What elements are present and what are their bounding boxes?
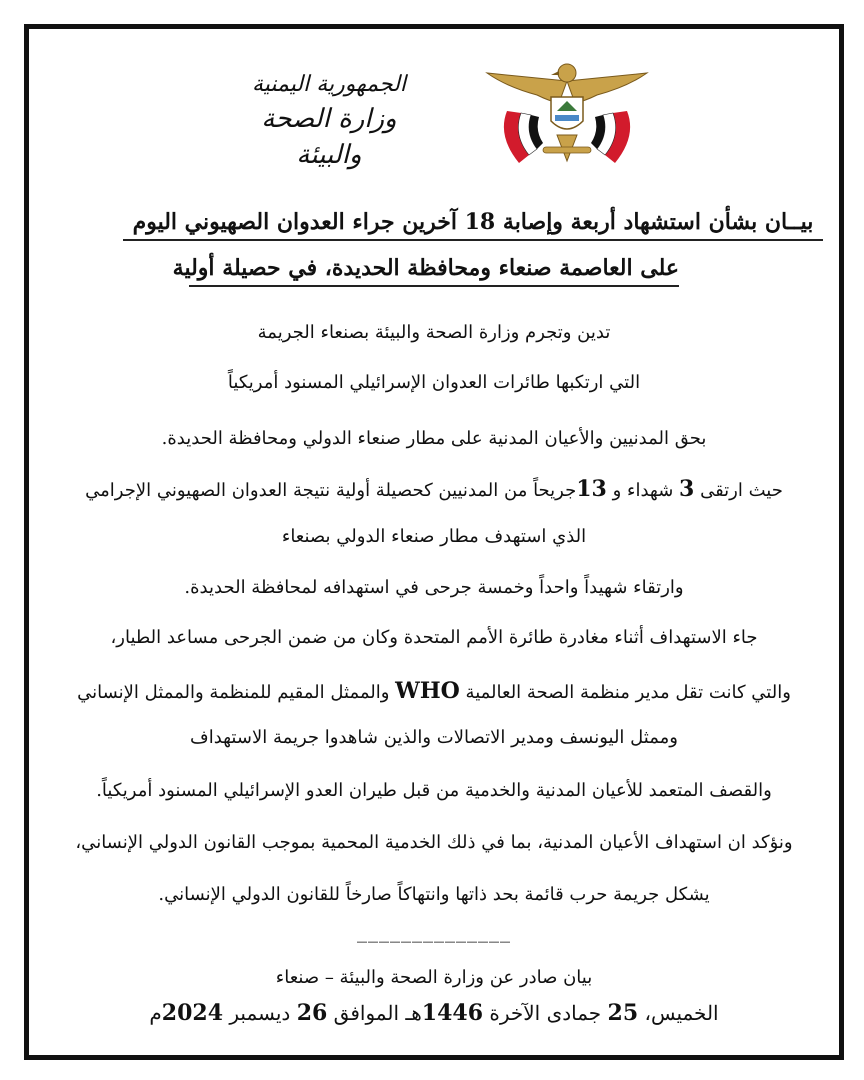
body-line-5: الذي استهدف مطار صنعاء الدولي بصنعاء xyxy=(281,526,587,547)
gregorian-day: 26 xyxy=(296,1000,328,1026)
body-text: شهداء و xyxy=(606,480,680,501)
gregorian-year: 2024 xyxy=(161,1000,224,1026)
body-line-1: تدين وتجرم وزارة الصحة والبيئة بصنعاء الجريمة xyxy=(257,322,611,343)
hijri-year: 1446 xyxy=(421,1000,484,1026)
body-line-2: التي ارتكبها طائرات العدوان الإسرائيلي المسنود أمريكياً xyxy=(227,372,641,393)
body-line-9: وممثل اليونسف ومدير الاتصالات والذين شاهدوا جريمة الاستهداف xyxy=(190,727,678,748)
date-text: جمادى الآخرة xyxy=(483,1001,608,1025)
body-line-3: بحق المدنيين والأعيان المدنية على مطار صنعاء الدولي ومحافظة الحديدة. xyxy=(161,428,707,449)
body-line-7: جاء الاستهداف أثناء مغادرة طائرة الأمم المتحدة وكان من ضمن الجرحى مساعد الطيار، xyxy=(110,627,758,648)
statement-title-line-2: على العاصمة صنعاء ومحافظة الحديدة، في حصيلة أولية xyxy=(189,251,679,287)
body-line-12: يشكل جريمة حرب قائمة بحد ذاتها وانتهاكاً صارخاً للقانون الدولي الإنساني. xyxy=(158,884,710,905)
statement-frame xyxy=(24,24,844,1060)
republic-name: الجمهورية اليمنية xyxy=(251,72,407,97)
divider-line: ______________ xyxy=(357,919,511,943)
ministry-header xyxy=(229,69,429,173)
statement-title-line-1: بيــان بشأن استشهاد أربعة وإصابة 18 آخرين جراء العدوان الصهيوني اليوم xyxy=(123,205,823,241)
body-line-6: وارتقاء شهيداً واحداً وخمسة جرحى في استهدافه لمحافظة الحديدة. xyxy=(184,577,684,598)
date-text: م xyxy=(149,1001,162,1025)
body-text: والتي كانت تقل مدير منظمة الصحة العالمية xyxy=(459,682,791,703)
injured-count: 13 xyxy=(576,476,607,502)
martyrs-count: 3 xyxy=(679,476,695,502)
body-text: والممثل المقيم للمنظمة والممثل الإنساني xyxy=(77,682,396,703)
body-text: جريحاً من المدنيين كحصيلة أولية نتيجة العدوان الصهيوني الإجرامي xyxy=(85,480,577,501)
body-line-4 xyxy=(39,475,829,505)
date-line xyxy=(39,999,829,1027)
yemen-eagle-emblem-icon xyxy=(467,51,667,171)
body-line-11: ونؤكد ان استهداف الأعيان المدنية، بما في ذلك الخدمية المحمية بموجب القانون الدولي الإنساني، xyxy=(75,832,793,853)
date-text: الخميس، xyxy=(638,1001,719,1025)
date-text: ديسمبر xyxy=(223,1001,297,1025)
body-text: حيث ارتقى xyxy=(694,480,783,501)
body-line-8 xyxy=(39,677,829,707)
who-acronym: WHO xyxy=(395,678,460,704)
date-text: هـ الموافق xyxy=(327,1001,422,1025)
body-line-10: والقصف المتعمد للأعيان المدنية والخدمية من قبل طيران العدو الإسرائيلي المسنود أمريكياً. xyxy=(96,780,772,801)
issuer-line: بيان صادر عن وزارة الصحة والبيئة – صنعاء xyxy=(275,967,593,988)
ministry-name: وزارة الصحة والبيئة xyxy=(261,104,397,170)
hijri-day: 25 xyxy=(607,1000,639,1026)
